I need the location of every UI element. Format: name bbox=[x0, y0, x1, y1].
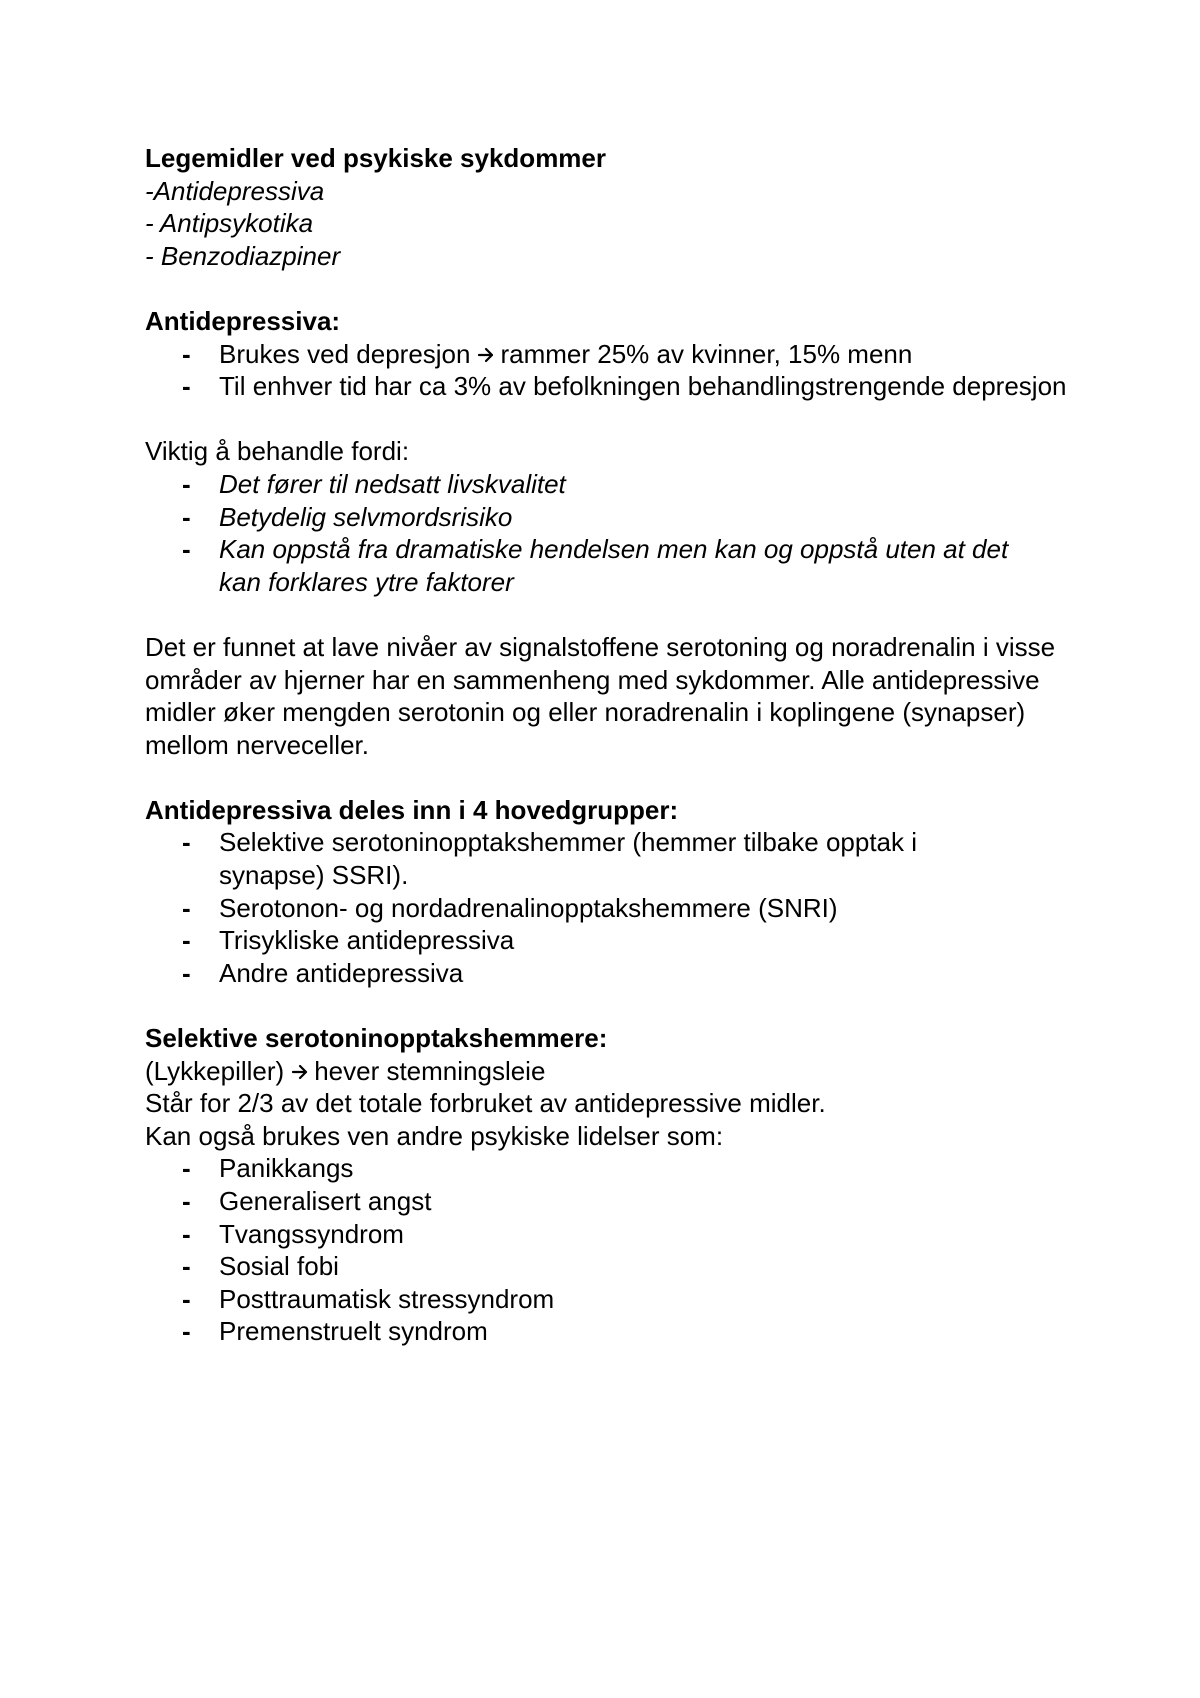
intro-item: - Benzodiazpiner bbox=[145, 240, 341, 271]
list-item bbox=[145, 1250, 1075, 1283]
groups-list bbox=[145, 826, 1075, 989]
list-item bbox=[145, 826, 1075, 891]
dash-bullet: - bbox=[182, 957, 191, 988]
list-item bbox=[145, 1218, 1075, 1251]
list-item bbox=[145, 533, 1075, 598]
list-item bbox=[145, 1185, 1075, 1218]
dash-bullet: - bbox=[182, 468, 191, 499]
ssri-line-text: hever stemningsleie bbox=[314, 1055, 546, 1086]
list-item-text: Til enhver tid har ca 3% av befolkningen behandlingstrengende depresjon bbox=[219, 371, 1067, 402]
page-title: Legemidler ved psykiske sykdommer bbox=[145, 143, 607, 173]
list-item-text: Brukes ved depresjon bbox=[219, 338, 471, 369]
dash-bullet: - bbox=[182, 1316, 191, 1347]
list-item-text: Generalisert angst bbox=[219, 1186, 432, 1216]
list-item-text: Trisykliske antidepressiva bbox=[219, 925, 515, 956]
document-page bbox=[145, 142, 1075, 1348]
dash-bullet: - bbox=[182, 892, 191, 923]
right-arrow-icon bbox=[476, 345, 496, 365]
list-item bbox=[145, 501, 1075, 534]
spacer bbox=[145, 403, 1075, 436]
viktig-list bbox=[145, 468, 1075, 598]
list-item bbox=[145, 1315, 1075, 1348]
list-item bbox=[145, 468, 1075, 501]
list-item bbox=[145, 892, 1075, 925]
spacer bbox=[145, 989, 1075, 1022]
section-heading-antidepressiva: Antidepressiva: bbox=[145, 305, 341, 336]
dash-bullet: - bbox=[182, 1186, 191, 1216]
list-item-text: Kan oppstå fra dramatiske hendelsen men kan og oppstå uten at det kan forklares ytre faktorer bbox=[219, 534, 1009, 597]
antidepressiva-list bbox=[145, 338, 1075, 403]
dash-bullet: - bbox=[182, 1218, 191, 1249]
list-item-text: Det fører til nedsatt livskvalitet bbox=[219, 468, 566, 499]
list-item-text: Andre antidepressiva bbox=[219, 957, 464, 988]
list-item-text: Panikkangs bbox=[219, 1153, 354, 1184]
ssri-line: Står for 2/3 av det totale forbruket av antidepressive midler. bbox=[145, 1088, 826, 1119]
intro-item: - Antipsykotika bbox=[145, 208, 314, 239]
intro-item: -Antidepressiva bbox=[145, 175, 325, 206]
dash-bullet: - bbox=[182, 1283, 191, 1314]
ssri-line bbox=[145, 1055, 1075, 1088]
dash-bullet: - bbox=[182, 371, 191, 402]
ssri-line: Kan også brukes ven andre psykiske lidelser som: bbox=[145, 1120, 724, 1151]
dash-bullet: - bbox=[182, 1251, 191, 1282]
ssri-line-text: (Lykkepiller) bbox=[145, 1055, 285, 1086]
section-heading-ssri: Selektive serotoninopptakshemmere: bbox=[145, 1023, 608, 1054]
list-item-text: rammer 25% av kvinner, 15% menn bbox=[500, 338, 913, 369]
spacer bbox=[145, 761, 1075, 794]
dash-bullet: - bbox=[182, 534, 191, 565]
spacer bbox=[145, 272, 1075, 305]
section-heading-groups: Antidepressiva deles inn i 4 hovedgrupper: bbox=[145, 794, 679, 825]
list-item bbox=[145, 1283, 1075, 1316]
spacer bbox=[145, 598, 1075, 631]
list-item-text: Serotonon- og nordadrenalinopptakshemmere (SNRI) bbox=[219, 892, 838, 923]
body-paragraph: Det er funnet at lave nivåer av signalstoffene serotoning og noradrenalin i visse områder av hjerner har en sammenheng med sykdommer. Alle antidepressive midler øker mengden serotonin og eller noradrenalin i koplingene (synapser) mellom nerveceller. bbox=[145, 631, 1056, 760]
list-item bbox=[145, 924, 1075, 957]
dash-bullet: - bbox=[182, 1153, 191, 1184]
right-arrow-icon bbox=[290, 1062, 310, 1082]
list-item bbox=[145, 370, 1075, 403]
list-item-text: Sosial fobi bbox=[219, 1251, 339, 1282]
list-item bbox=[145, 338, 1075, 371]
dash-bullet: - bbox=[182, 827, 191, 858]
list-item-text: Betydelig selvmordsrisiko bbox=[219, 501, 513, 532]
list-item bbox=[145, 957, 1075, 990]
dash-bullet: - bbox=[182, 338, 191, 369]
list-item-text: Selektive serotoninopptakshemmer (hemmer tilbake opptak i synapse) SSRI). bbox=[219, 827, 918, 891]
list-item-text: Tvangssyndrom bbox=[219, 1218, 404, 1249]
dash-bullet: - bbox=[182, 925, 191, 956]
ssri-list bbox=[145, 1152, 1075, 1348]
list-item-text: Posttraumatisk stressyndrom bbox=[219, 1283, 555, 1314]
list-item bbox=[145, 1152, 1075, 1185]
dash-bullet: - bbox=[182, 501, 191, 532]
section-heading-viktig: Viktig å behandle fordi: bbox=[145, 436, 410, 467]
list-item-text: Premenstruelt syndrom bbox=[219, 1316, 488, 1347]
